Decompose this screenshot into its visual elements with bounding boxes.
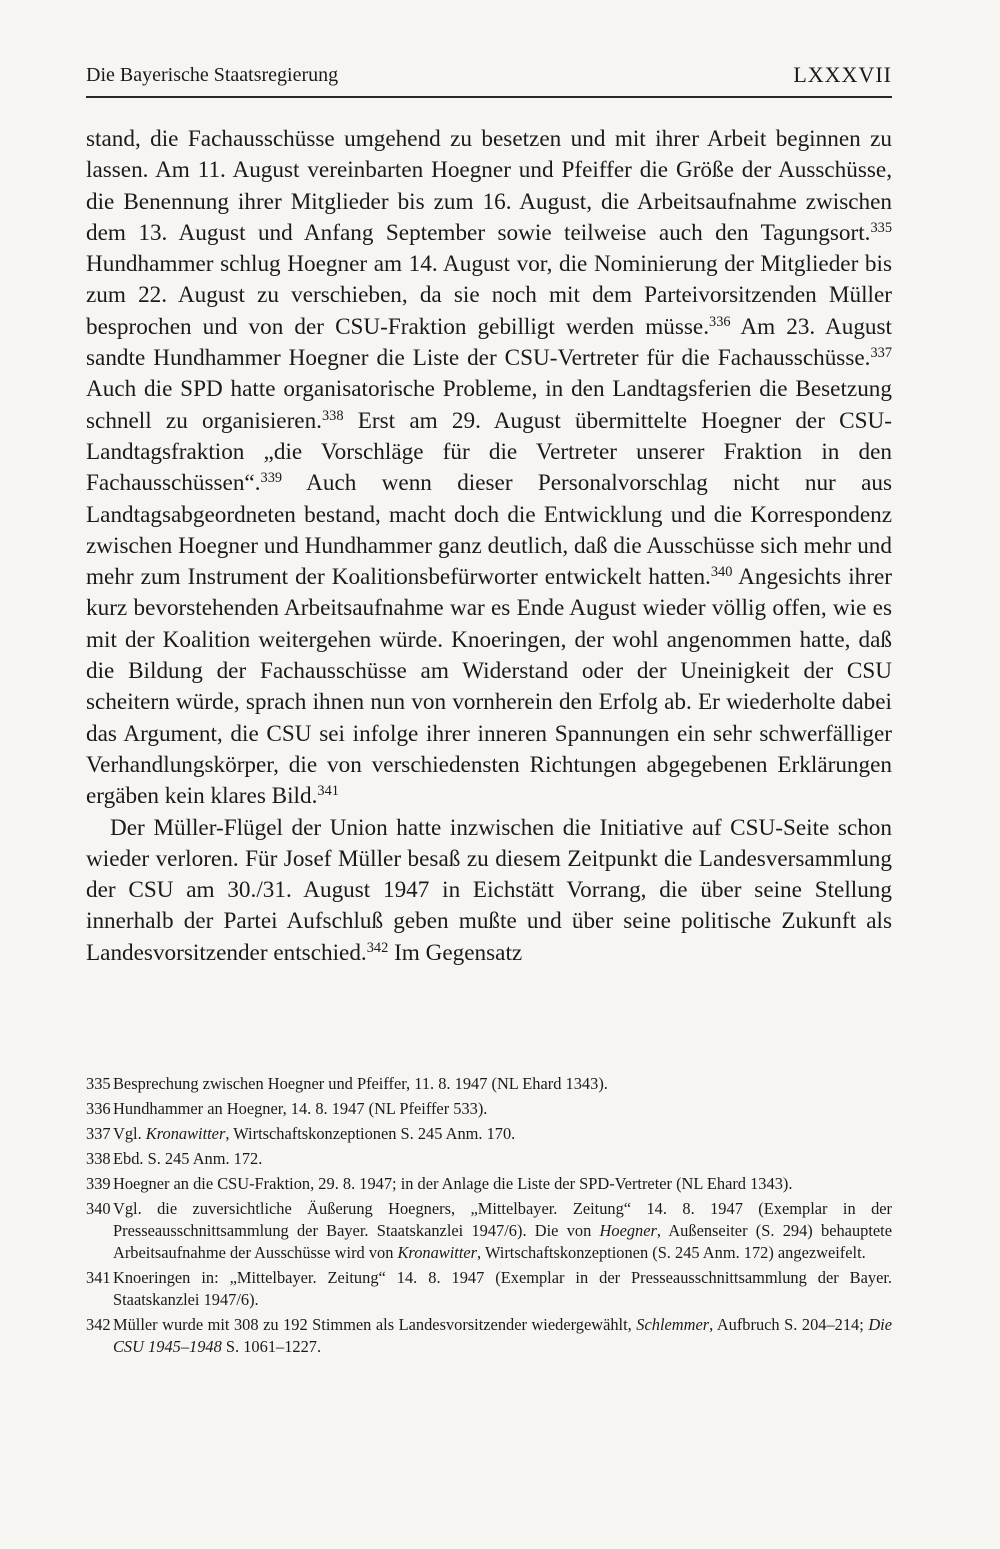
footnote-number: 340 bbox=[86, 1199, 111, 1218]
footnote bbox=[86, 1173, 892, 1195]
footnote bbox=[86, 1073, 892, 1095]
running-head: Die Bayerische Staatsregierung bbox=[86, 64, 339, 86]
footnote-text: Besprechung zwischen Hoegner und Pfeiffer, 11. 8. 1947 (NL Ehard 1343). bbox=[113, 1074, 608, 1093]
footnote-text: Knoeringen in: „Mittelbayer. Zeitung“ 14. 8. 1947 (Exemplar in der Presseausschnittsammlung der Bayer. Staatskanzlei 1947/6). bbox=[113, 1268, 892, 1309]
text-run: Im Gegensatz bbox=[388, 939, 523, 966]
page-number: LXXXVII bbox=[793, 62, 892, 87]
footnote bbox=[86, 1098, 892, 1120]
footnote-ref: 336 bbox=[709, 313, 731, 330]
footnote-ref: 335 bbox=[870, 219, 892, 236]
footnote-ref: 342 bbox=[366, 939, 389, 956]
footnote-text: Hundhammer an Hoegner, 14. 8. 1947 (NL Pfeiffer 533). bbox=[113, 1099, 488, 1118]
footnote bbox=[86, 1148, 892, 1170]
footnote-number: 336 bbox=[86, 1099, 111, 1118]
footnote-text: Ebd. S. 245 Anm. 172. bbox=[113, 1149, 263, 1168]
footnote-number: 338 bbox=[86, 1149, 111, 1168]
text-run: stand, die Fachausschüsse umgehend zu besetzen und mit ihrer Arbeit beginnen zu lassen. Am 11. August vereinbarten Hoegner und Pfeiffer die Größe der Ausschüsse, die Benennung ihrer Mitglieder bis zum 16. August, die Arbeitsaufnahme zwischen dem 13. August und Anfang September sowie teilweise auch den Tagungsort. bbox=[86, 126, 892, 246]
footnote-number: 339 bbox=[86, 1174, 111, 1193]
footnote-number: 342 bbox=[86, 1315, 111, 1334]
text-run: Der Müller-Flügel der Union hatte inzwischen die Initiative auf CSU-Seite schon wieder verloren. Für Josef Müller besaß zu diesem Zeitpunkt die Landesversammlung der CSU am 30./31. August 1947 in Eichstätt Vorrang, die über seine Stellung innerhalb der Partei Aufschluß geben mußte und über seine politische Zukunft als Landesvorsitzender entschied. bbox=[86, 814, 892, 966]
footnote-ref: 341 bbox=[317, 783, 339, 800]
text-run: Erst am 29. August übermittelte Hoegner der CSU-Landtagsfraktion „die Vorschläge für die Vertreter unserer Fraktion in den Fachausschüssen“. bbox=[86, 407, 892, 497]
footnote-ref: 340 bbox=[710, 564, 733, 581]
footnote-text: Vgl. Kronawitter, Wirtschaftskonzeptionen S. 245 Anm. 170. bbox=[113, 1124, 516, 1143]
paragraph bbox=[86, 813, 892, 969]
footnote bbox=[86, 1314, 892, 1358]
footnote-number: 341 bbox=[86, 1268, 111, 1287]
footnote bbox=[86, 1267, 892, 1311]
text-run: Angesichts ihrer kurz bevorstehenden Arbeitsaufnahme war es Ende August wieder völlig offen, wie es mit der Koalition weitergehen würde. Knoeringen, der wohl angenommen hatte, daß die Bildung der Fachausschüsse am Widerstand oder der Uneinigkeit der CSU scheitern würde, sprach ihnen nun von vornherein den Erfolg ab. Er wiederholte dabei das Argument, die CSU sei infolge ihrer inneren Spannungen ein sehr schwerfälliger Verhandlungskörper, die von verschiedensten Richtungen abgegebenen Erklärungen ergäben kein klares Bild. bbox=[86, 564, 892, 810]
text-run: Am 23. August sandte Hundhammer Hoegner die Liste der CSU-Vertreter für die Fachausschüsse. bbox=[86, 313, 892, 372]
footnote-ref: 338 bbox=[321, 407, 344, 424]
footnote-text: Vgl. die zuversichtliche Äußerung Hoegners, „Mittelbayer. Zeitung“ 14. 8. 1947 (Exemplar in der Presseausschnittsammlung der Bayer. Staatskanzlei 1947/6). Die von Hoegner, Außenseiter (S. 294) behauptete Arbeitsaufnahme der Ausschüsse wird von Kronawitter, Wirtschaftskonzeptionen (S. 245 Anm. 172) angezweifelt. bbox=[113, 1199, 892, 1262]
footnote-text: Müller wurde mit 308 zu 192 Stimmen als Landesvorsitzender wiedergewählt, Schlemmer, Aufbruch S. 204–214; Die CSU 1945–1948 S. 1061–1227. bbox=[113, 1315, 892, 1356]
footnote-number: 337 bbox=[86, 1124, 111, 1143]
text-run: Hundhammer schlug Hoegner am 14. August vor, die Nominierung der Mitglieder bis zum 22. August zu verschieben, da sie noch mit dem Parteivorsitzenden Müller besprochen und von der CSU-Fraktion gebilligt werden müsse. bbox=[86, 251, 892, 340]
text-run: Auch die SPD hatte organisatorische Probleme, in den Landtagsferien die Besetzung schnell zu organisieren. bbox=[86, 376, 892, 434]
footnote bbox=[86, 1123, 892, 1145]
footnote-ref: 339 bbox=[260, 470, 283, 487]
text-run: Auch wenn dieser Personalvorschlag nicht nur aus Landtagsabgeordneten bestand, macht doch die Entwicklung und die Korrespondenz zwischen Hoegner und Hundhammer ganz deutlich, daß die Ausschüsse sich mehr und mehr zum Instrument der Koalitionsbefürworter entwickelt hatten. bbox=[86, 470, 892, 591]
main-text bbox=[86, 124, 892, 969]
footnote-number: 335 bbox=[86, 1074, 111, 1093]
footnotes bbox=[86, 1073, 892, 1361]
footnote-text: Hoegner an die CSU-Fraktion, 29. 8. 1947; in der Anlage die Liste der SPD-Vertreter (NL Ehard 1343). bbox=[113, 1174, 793, 1193]
page-header bbox=[86, 58, 892, 98]
paragraph bbox=[86, 124, 892, 813]
footnote bbox=[86, 1198, 892, 1264]
footnote-ref: 337 bbox=[870, 345, 892, 362]
